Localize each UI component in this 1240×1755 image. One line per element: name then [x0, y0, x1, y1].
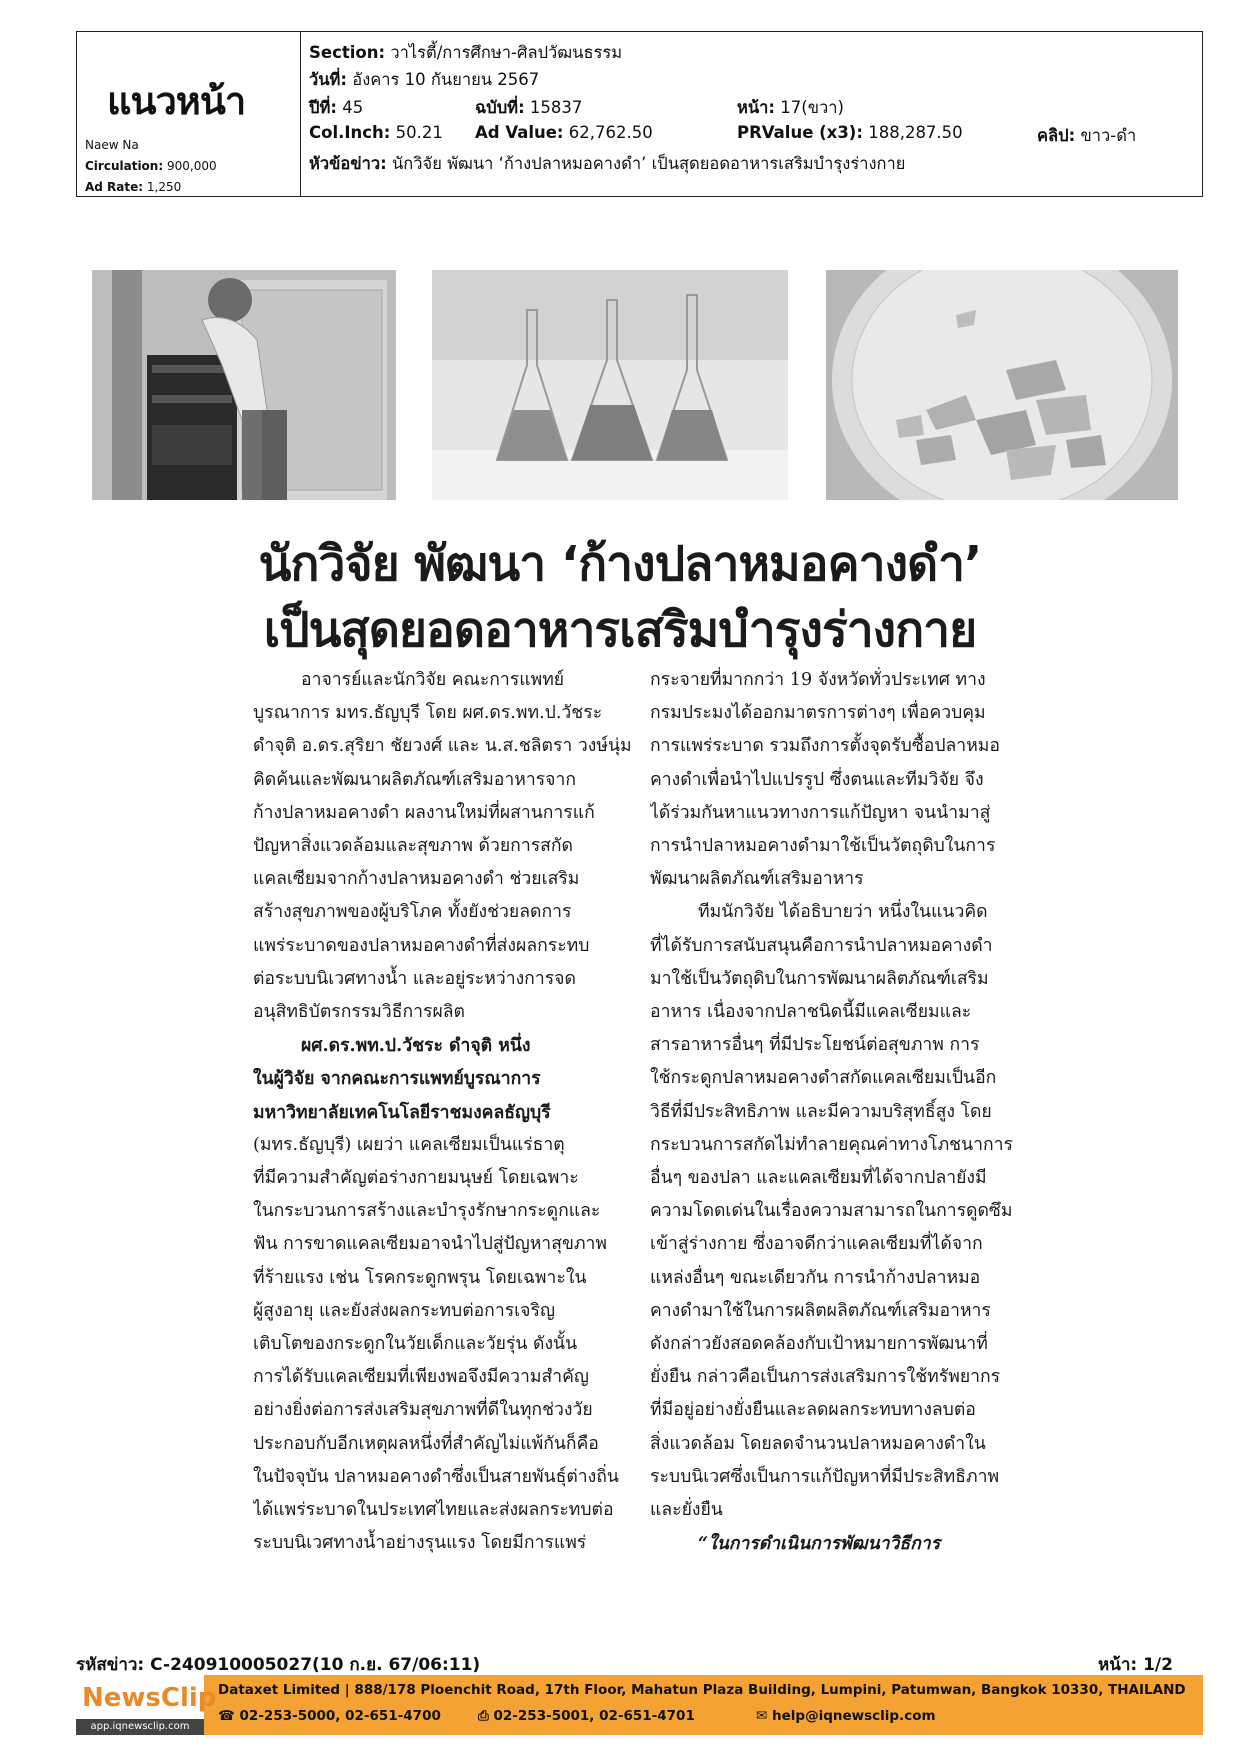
text-line: ได้แพร่ระบาดในประเทศไทยและส่งผลกระทบต่อ: [253, 1500, 614, 1521]
text-line: ก้างปลาหมอคางดำ ผลงานใหม่ที่ผสานการแก้: [253, 802, 595, 823]
text-line: (มทร.ธัญบุรี) เผยว่า แคลเซียมเป็นแร่ธาตุ: [253, 1134, 565, 1155]
text-line: ต่อระบบนิเวศทางน้ำ และอยู่ระหว่างการจด: [253, 968, 576, 989]
prvalue-field: PRValue (x3): 188,287.50: [737, 123, 963, 142]
headline-line-1: นักวิจัย พัฒนา ‘ก้างปลาหมอคางดำ’: [258, 536, 982, 592]
email-contact[interactable]: ✉ help@iqnewsclip.com: [756, 1708, 936, 1724]
text-line: คางดำมาใช้ในการผลิตผลิตภัณฑ์เสริมอาหาร: [650, 1300, 991, 1321]
text-line: เข้าสู่ร่างกาย ซึ่งอาจดีกว่าแคลเซียมที่ได้จาก: [650, 1234, 983, 1255]
text-line: ได้ร่วมกันหาแนวทางการแก้ปัญหา จนนำมาสู่: [650, 802, 991, 823]
date-row: วันที่: อังคาร 10 กันยายน 2567: [309, 70, 540, 89]
text-line: คางดำเพื่อนำไปแปรรูป ซึ่งตนและทีมวิจัย จึง: [650, 769, 984, 790]
text-line: คิดค้นและพัฒนาผลิตภัณฑ์เสริมอาหารจาก: [253, 769, 577, 790]
photo-flasks: [432, 270, 788, 500]
phone-contact: ☎ 02-253-5000, 02-651-4700: [218, 1708, 441, 1724]
fax-icon: ⎙: [478, 1708, 489, 1724]
article-column-2: [650, 664, 1030, 1560]
advalue-field: Ad Value: 62,762.50: [475, 123, 653, 142]
colinch-field: Col.Inch: 50.21: [309, 123, 443, 142]
circulation: Circulation: 900,000: [85, 159, 217, 173]
text-line: ยั่งยืน กล่าวคือเป็นการส่งเสริมการใช้ทรัพยากร: [650, 1367, 1001, 1388]
text-line: บูรณาการ มทร.ธัญบุรี โดย ผศ.ดร.พท.ป.วัชระ: [253, 703, 603, 724]
text-line: “ในการดำเนินการพัฒนาวิธีการ: [698, 1533, 941, 1555]
text-line: อาจารย์และนักวิจัย คณะการแพทย์: [301, 670, 565, 690]
newsclip-logo-box: [76, 1675, 217, 1735]
news-code: รหัสข่าว: C-240910005027(10 ก.ย. 67/06:11): [76, 1655, 481, 1675]
text-line: แคลเซียมจากก้างปลาหมอคางดำ ช่วยเสริม: [253, 869, 580, 890]
text-line: ระบบนิเวศซึ่งเป็นการแก้ปัญหาที่มีประสิทธิภาพ: [650, 1466, 1000, 1487]
text-line: สิ่งแวดล้อม โดยลดจำนวนปลาหมอคางดำใน: [650, 1433, 986, 1454]
text-line: ทีมนักวิจัย ได้อธิบายว่า หนึ่งในแนวคิด: [698, 902, 988, 923]
clip-field: คลิป: ขาว-ดำ: [1037, 126, 1137, 145]
text-line: สร้างสุขภาพของผู้บริโภค ทั้งยังช่วยลดการ: [253, 902, 572, 923]
company-address: Dataxet Limited | 888/178 Ploenchit Road, 17th Floor, Mahatun Plaza Building, Lumpini, Patumwan, Bangkok 10330, THAILAND: [218, 1682, 1186, 1698]
text-line: แพร่ระบาดของปลาหมอคางดำที่ส่งผลกระทบ: [253, 935, 590, 956]
headline-line-2: เป็นสุดยอดอาหารเสริมบำรุงร่างกาย: [263, 602, 977, 658]
text-line: การได้รับแคลเซียมที่เพียงพอจึงมีความสำคัญ: [253, 1367, 589, 1388]
text-line: การแพร่ระบาด รวมถึงการตั้งจุดรับซื้อปลาหมอ: [650, 736, 1000, 757]
text-line: ระบบนิเวศทางน้ำอย่างรุนแรง โดยมีการแพร่: [253, 1533, 587, 1554]
text-line: กระบวนการสกัดไม่ทำลายคุณค่าทางโภชนาการ: [650, 1134, 1013, 1155]
clipping-header: [76, 31, 1203, 197]
photo-researcher-oven: [92, 270, 396, 500]
fax-contact: ⎙ 02-253-5001, 02-651-4701: [478, 1708, 695, 1724]
phone-icon: ☎: [218, 1708, 235, 1724]
newsclip-url[interactable]: app.iqnewsclip.com: [76, 1719, 204, 1735]
text-line: มหาวิทยาลัยเทคโนโลยีราชมงคลธัญบุรี: [253, 1101, 551, 1123]
text-line: ผศ.ดร.พท.ป.วัชระ ดำจุติ หนึ่ง: [301, 1035, 531, 1057]
text-line: ดำจุติ อ.ดร.สุริยา ชัยวงศ์ และ น.ส.ชลิตรา วงษ์นุ่ม: [253, 736, 632, 757]
text-line: และยั่งยืน: [650, 1500, 723, 1521]
text-line: ที่ร้ายแรง เช่น โรคกระดูกพรุน โดยเฉพาะใน: [253, 1267, 587, 1288]
topic-row: หัวข้อข่าว: นักวิจัย พัฒนา ‘ก้างปลาหมอคางดำ’ เป็นสุดยอดอาหารเสริมบำรุงร่างกาย: [309, 154, 906, 173]
text-line: ที่มีอยู่อย่างยั่งยืนและลดผลกระทบทางลบต่อ: [650, 1400, 976, 1421]
text-line: เติบโตของกระดูกในวัยเด็กและวัยรุ่น ดังนั้น: [253, 1334, 578, 1355]
text-line: ผู้สูงอายุ และยังส่งผลกระทบต่อการเจริญ: [253, 1300, 555, 1321]
text-line: วิธีที่มีประสิทธิภาพ และมีความบริสุทธิ์สูง โดย: [650, 1101, 992, 1122]
text-line: ที่ได้รับการสนับสนุนคือการนำปลาหมอคางดำ: [650, 935, 993, 956]
publication-panel: [77, 32, 301, 196]
photo-calcium-flakes: [826, 270, 1178, 500]
text-line: กรมประมงได้ออกมาตรการต่างๆ เพื่อควบคุม: [650, 703, 986, 724]
footer-page-number: หน้า: 1/2: [1098, 1655, 1173, 1675]
text-line: ในปัจจุบัน ปลาหมอคางดำซึ่งเป็นสายพันธุ์ต่างถิ่น: [253, 1466, 619, 1487]
ad-rate: Ad Rate: 1,250: [85, 180, 182, 194]
year-field: ปีที่: 45: [309, 98, 364, 117]
text-line: ที่มีความสำคัญต่อร่างกายมนุษย์ โดยเฉพาะ: [253, 1168, 579, 1189]
text-line: ในกระบวนการสร้างและบำรุงรักษากระดูกและ: [253, 1201, 601, 1222]
text-line: อนุสิทธิบัตรกรรมวิธีการผลิต: [253, 1002, 465, 1023]
text-line: ใช้กระดูกปลาหมอคางดำสกัดแคลเซียมเป็นอีก: [650, 1068, 997, 1089]
text-line: ฟัน การขาดแคลเซียมอาจนำไปสู่ปัญหาสุขภาพ: [253, 1234, 608, 1255]
issue-field: ฉบับที่: 15837: [475, 98, 583, 117]
text-line: อย่างยิ่งต่อการส่งเสริมสุขภาพที่ดีในทุกช่วงวัย: [253, 1400, 593, 1421]
text-line: ในผู้วิจัย จากคณะการแพทย์บูรณาการ: [253, 1068, 541, 1090]
text-line: กระจายที่มากกว่า 19 จังหวัดทั่วประเทศ ทาง: [650, 670, 986, 690]
mail-icon: ✉: [756, 1708, 768, 1724]
page-field: หน้า: 17(ขวา): [737, 98, 844, 117]
footer-bar: [76, 1675, 1203, 1735]
text-line: สารอาหารอื่นๆ ที่มีประโยชน์ต่อสุขภาพ การ: [650, 1035, 980, 1056]
text-line: แหล่งอื่นๆ ขณะเดียวกัน การนำก้างปลาหมอ: [650, 1267, 981, 1288]
text-line: อื่นๆ ของปลา และแคลเซียมที่ได้จากปลายังมี: [650, 1168, 987, 1189]
text-line: ปัญหาสิ่งแวดล้อมและสุขภาพ ด้วยการสกัด: [253, 836, 573, 857]
text-line: ดังกล่าวยังสอดคล้องกับเป้าหมายการพัฒนาที่: [650, 1334, 988, 1355]
section-row: Section: วาไรตี้/การศึกษา-ศิลปวัฒนธรรม: [309, 43, 623, 62]
text-line: มาใช้เป็นวัตถุดิบในการพัฒนาผลิตภัณฑ์เสริม: [650, 968, 989, 989]
article-column-1: [253, 664, 633, 1560]
text-line: ความโดดเด่นในเรื่องความสามารถในการดูดซึม: [650, 1201, 1013, 1222]
paper-name: Naew Na: [85, 138, 139, 152]
text-line: อาหาร เนื่องจากปลาชนิดนี้มีแคลเซียมและ: [650, 1002, 972, 1023]
text-line: ประกอบกับอีกเหตุผลหนึ่งที่สำคัญไม่แพ้กันก็คือ: [253, 1433, 599, 1454]
text-line: การนำปลาหมอคางดำมาใช้เป็นวัตถุดิบในการ: [650, 836, 996, 857]
newsclip-logo: NewsClip: [82, 1683, 217, 1713]
text-line: พัฒนาผลิตภัณฑ์เสริมอาหาร: [650, 869, 864, 890]
newspaper-logo: แนวหน้า: [107, 79, 246, 123]
